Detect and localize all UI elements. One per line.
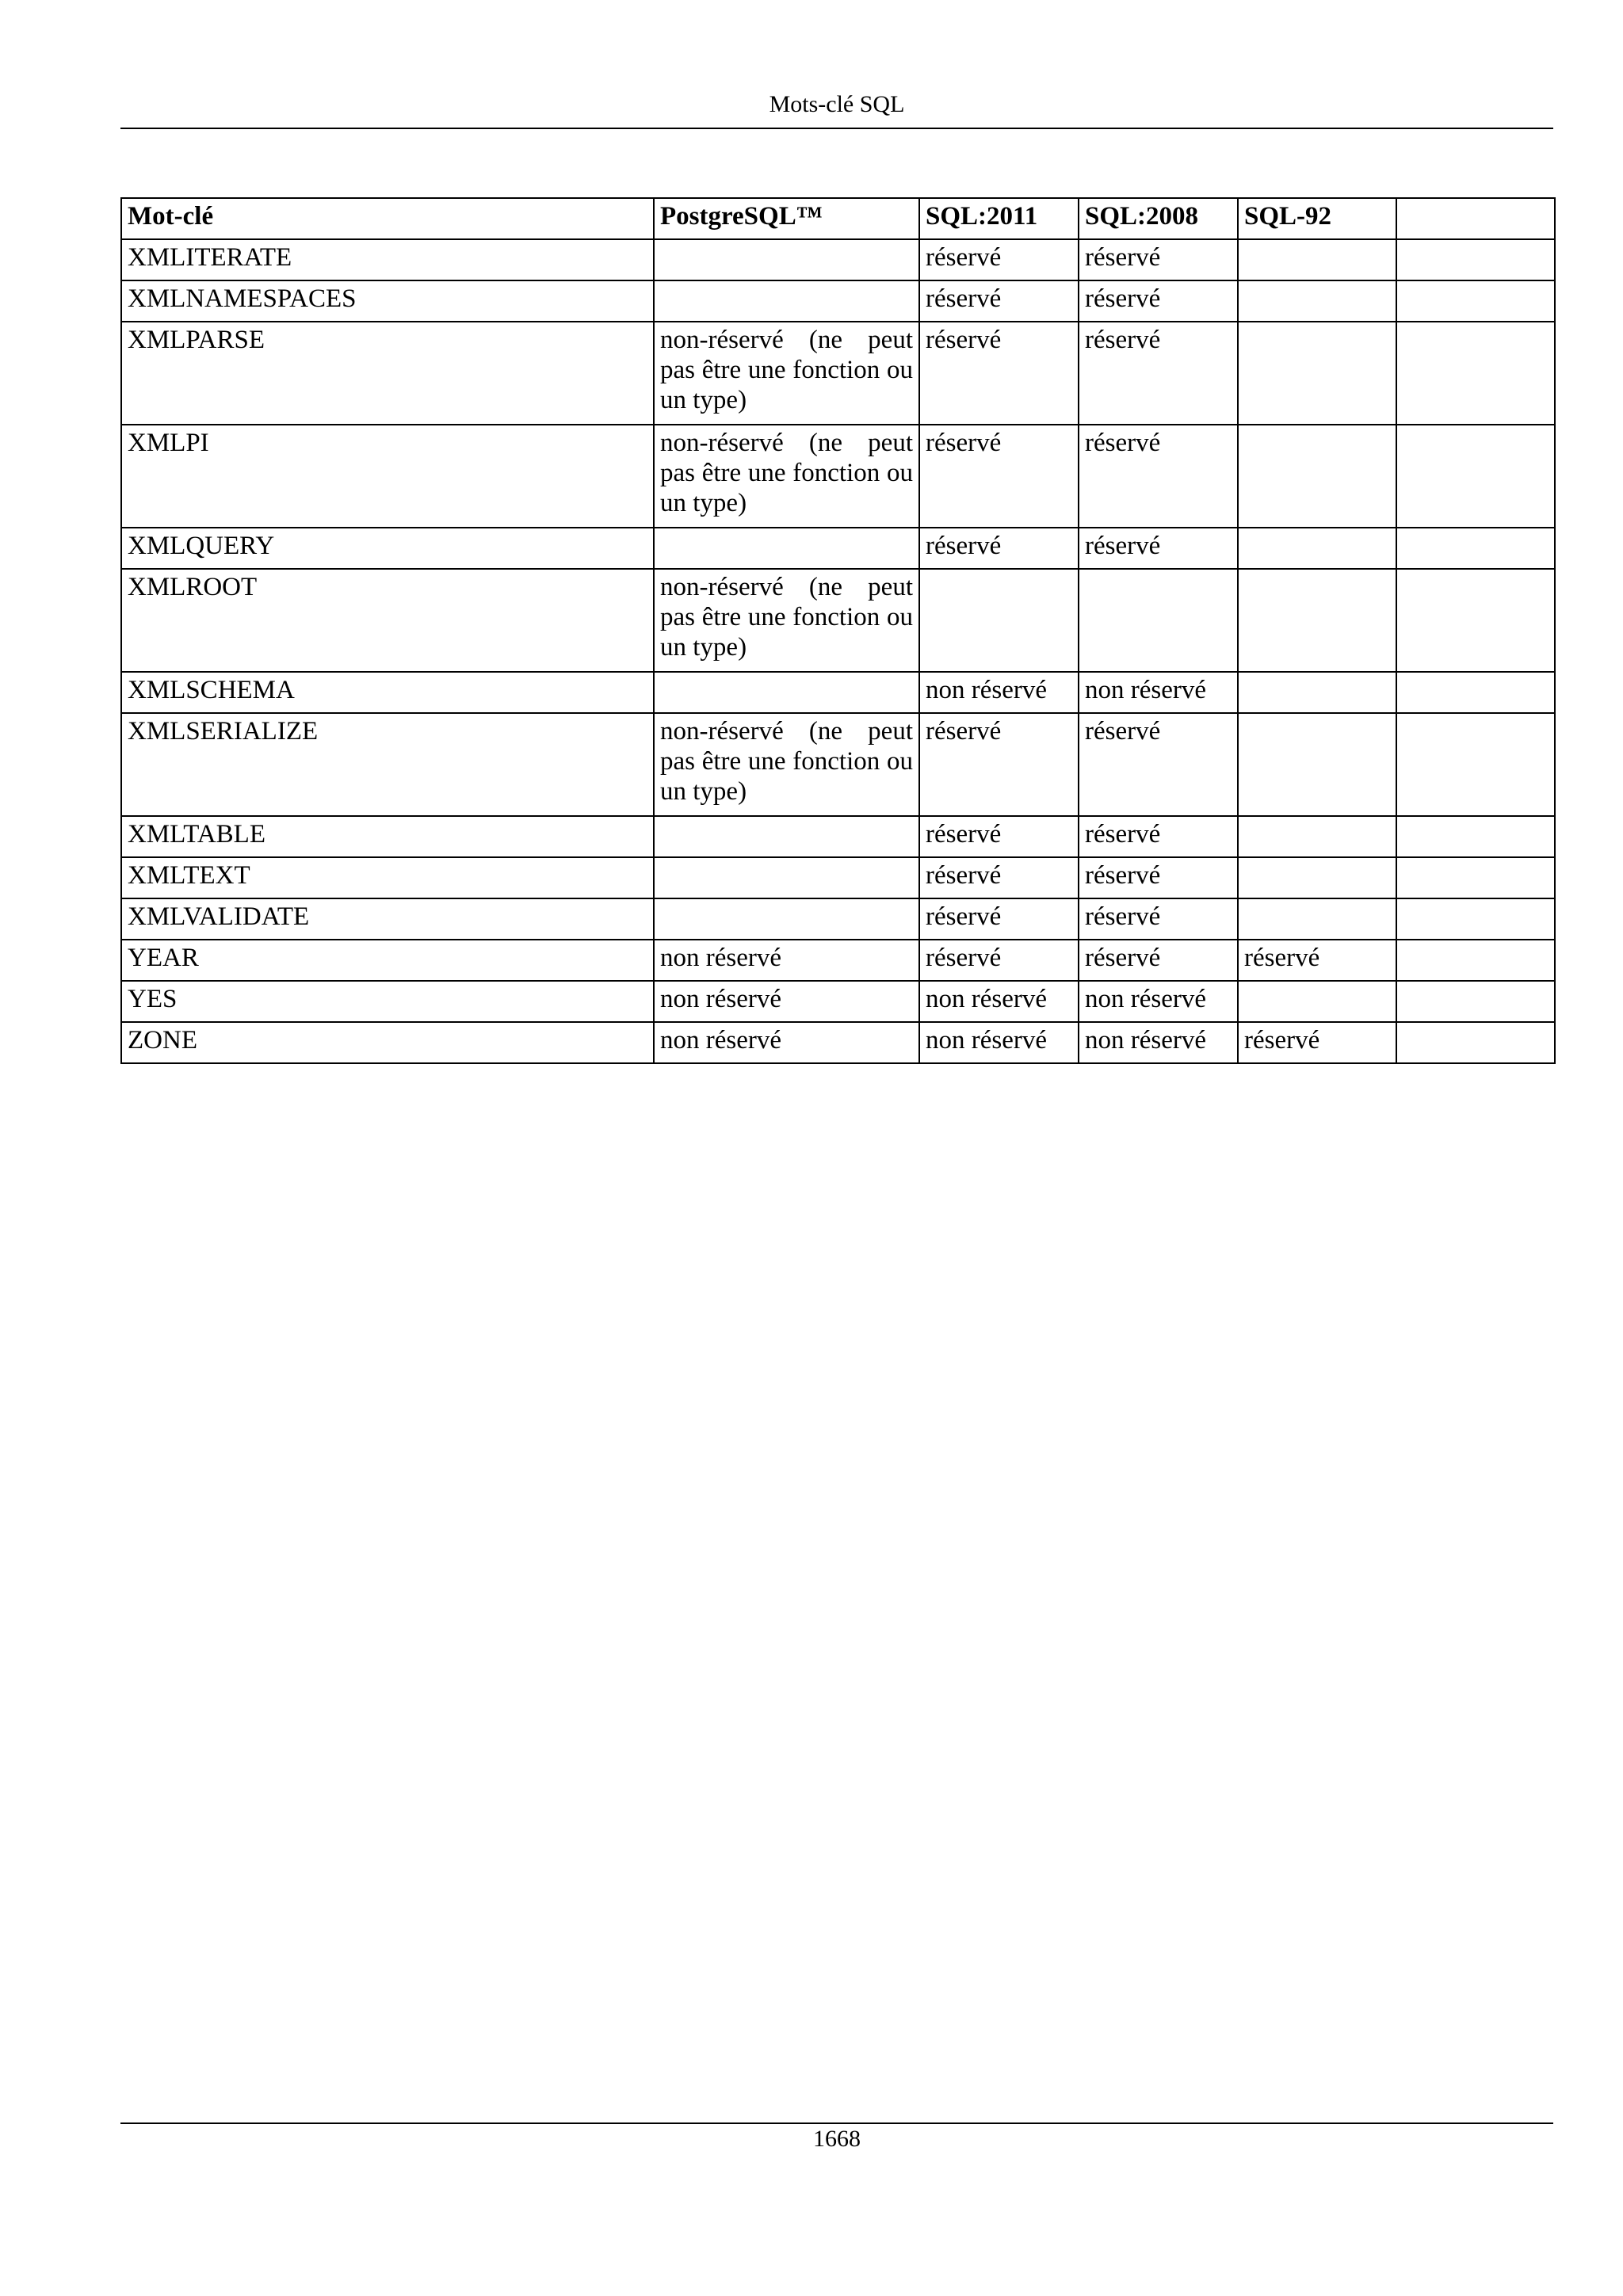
sql2011-cell: réservé (919, 425, 1079, 528)
sql92-cell (1238, 239, 1396, 280)
column-header-keyword: Mot-clé (121, 198, 654, 239)
extra-cell (1396, 1022, 1555, 1063)
sql2008-cell: réservé (1079, 239, 1238, 280)
extra-cell (1396, 569, 1555, 672)
sql92-cell (1238, 569, 1396, 672)
keyword-cell: XMLVALIDATE (121, 898, 654, 940)
postgresql-cell (654, 280, 919, 322)
extra-cell (1396, 898, 1555, 940)
keyword-cell: XMLITERATE (121, 239, 654, 280)
sql92-cell: réservé (1238, 940, 1396, 981)
postgresql-cell: non-réservé (ne peut pas être une fonction ou un type) (654, 425, 919, 528)
table-row (121, 1022, 1555, 1063)
sql92-cell (1238, 322, 1396, 425)
table-row (121, 816, 1555, 857)
sql2011-cell: réservé (919, 528, 1079, 569)
table-row (121, 569, 1555, 672)
sql2008-cell: réservé (1079, 898, 1238, 940)
extra-cell (1396, 239, 1555, 280)
keyword-cell: ZONE (121, 1022, 654, 1063)
sql2011-cell: non réservé (919, 1022, 1079, 1063)
sql2008-cell: réservé (1079, 280, 1238, 322)
sql2011-cell: réservé (919, 857, 1079, 898)
postgresql-cell (654, 528, 919, 569)
sql2008-cell: réservé (1079, 940, 1238, 981)
sql2011-cell: réservé (919, 713, 1079, 816)
sql92-cell: réservé (1238, 1022, 1396, 1063)
postgresql-cell (654, 672, 919, 713)
extra-cell (1396, 981, 1555, 1022)
sql2008-cell: réservé (1079, 322, 1238, 425)
sql2008-cell: non réservé (1079, 1022, 1238, 1063)
page-header-title: Mots-clé SQL (769, 91, 905, 117)
sql2008-cell: réservé (1079, 713, 1238, 816)
keyword-cell: XMLSERIALIZE (121, 713, 654, 816)
sql92-cell (1238, 672, 1396, 713)
column-header-extra (1396, 198, 1555, 239)
postgresql-cell (654, 239, 919, 280)
sql92-cell (1238, 816, 1396, 857)
extra-cell (1396, 425, 1555, 528)
sql2011-cell: non réservé (919, 672, 1079, 713)
postgresql-cell (654, 816, 919, 857)
sql92-cell (1238, 857, 1396, 898)
keyword-cell: XMLTABLE (121, 816, 654, 857)
table-row (121, 857, 1555, 898)
postgresql-cell: non réservé (654, 1022, 919, 1063)
keyword-cell: YES (121, 981, 654, 1022)
sql2008-cell: réservé (1079, 857, 1238, 898)
sql2008-cell: non réservé (1079, 672, 1238, 713)
sql2008-cell (1079, 569, 1238, 672)
sql92-cell (1238, 528, 1396, 569)
sql92-cell (1238, 713, 1396, 816)
sql92-cell (1238, 425, 1396, 528)
postgresql-cell: non-réservé (ne peut pas être une fonction ou un type) (654, 322, 919, 425)
page-number: 1668 (813, 2126, 861, 2152)
extra-cell (1396, 528, 1555, 569)
postgresql-cell: non réservé (654, 981, 919, 1022)
sql2008-cell: non réservé (1079, 981, 1238, 1022)
keyword-cell: XMLQUERY (121, 528, 654, 569)
table-row (121, 981, 1555, 1022)
sql2011-cell: réservé (919, 322, 1079, 425)
extra-cell (1396, 816, 1555, 857)
postgresql-cell: non réservé (654, 940, 919, 981)
postgresql-cell: non-réservé (ne peut pas être une fonction ou un type) (654, 569, 919, 672)
keyword-cell: XMLROOT (121, 569, 654, 672)
header-rule (120, 128, 1553, 129)
keyword-cell: XMLPARSE (121, 322, 654, 425)
sql2011-cell: réservé (919, 239, 1079, 280)
sql2011-cell: réservé (919, 816, 1079, 857)
table-row (121, 898, 1555, 940)
sql2008-cell: réservé (1079, 425, 1238, 528)
postgresql-cell (654, 857, 919, 898)
postgresql-cell (654, 898, 919, 940)
column-header-sql2008: SQL:2008 (1079, 198, 1238, 239)
keyword-cell: YEAR (121, 940, 654, 981)
sql92-cell (1238, 981, 1396, 1022)
sql2011-cell: non réservé (919, 981, 1079, 1022)
table-row (121, 322, 1555, 425)
keyword-cell: XMLNAMESPACES (121, 280, 654, 322)
table-row (121, 280, 1555, 322)
sql2008-cell: réservé (1079, 528, 1238, 569)
sql92-cell (1238, 280, 1396, 322)
keyword-cell: XMLSCHEMA (121, 672, 654, 713)
column-header-sql2011: SQL:2011 (919, 198, 1079, 239)
extra-cell (1396, 713, 1555, 816)
extra-cell (1396, 322, 1555, 425)
extra-cell (1396, 672, 1555, 713)
sql2011-cell (919, 569, 1079, 672)
extra-cell (1396, 857, 1555, 898)
keyword-cell: XMLTEXT (121, 857, 654, 898)
postgresql-cell: non-réservé (ne peut pas être une fonction ou un type) (654, 713, 919, 816)
keyword-cell: XMLPI (121, 425, 654, 528)
table-header-row (121, 198, 1555, 239)
table-row (121, 940, 1555, 981)
sql2008-cell: réservé (1079, 816, 1238, 857)
table-row (121, 672, 1555, 713)
column-header-sql92: SQL-92 (1238, 198, 1396, 239)
extra-cell (1396, 940, 1555, 981)
table-row (121, 528, 1555, 569)
table-row (121, 425, 1555, 528)
sql92-cell (1238, 898, 1396, 940)
extra-cell (1396, 280, 1555, 322)
table-row (121, 713, 1555, 816)
sql-keywords-table (120, 197, 1556, 1064)
sql2011-cell: réservé (919, 940, 1079, 981)
sql2011-cell: réservé (919, 280, 1079, 322)
sql2011-cell: réservé (919, 898, 1079, 940)
table-row (121, 239, 1555, 280)
column-header-postgresql: PostgreSQL™ (654, 198, 919, 239)
